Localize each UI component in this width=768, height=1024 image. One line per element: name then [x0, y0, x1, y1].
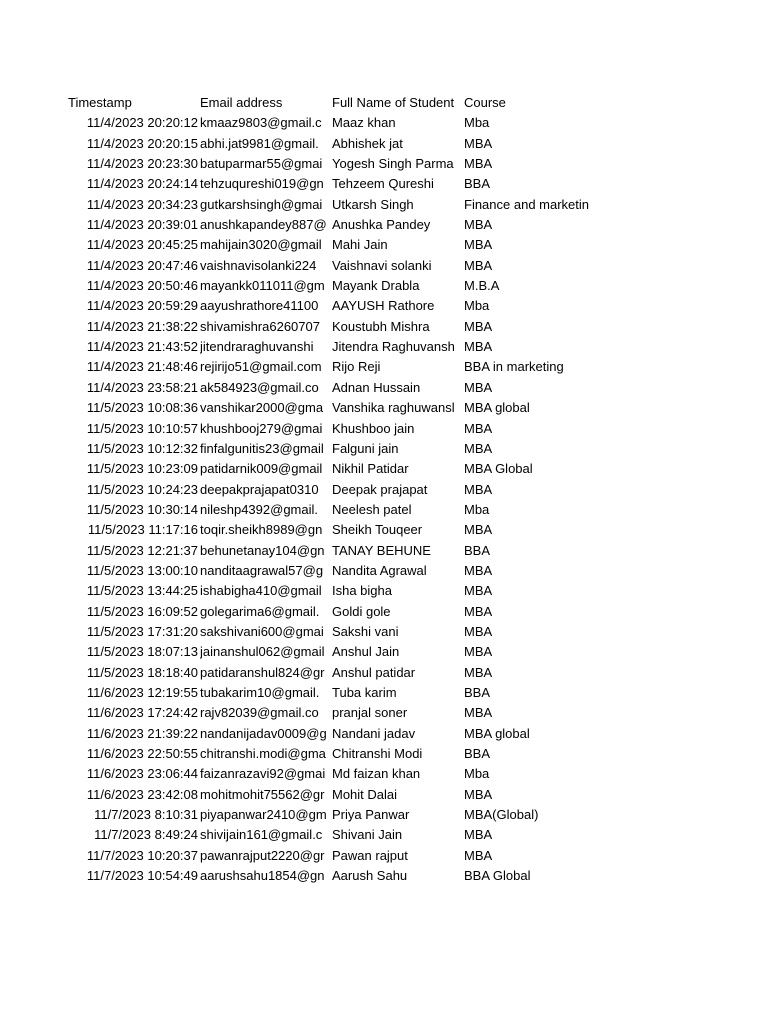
cell-timestamp: 11/4/2023 20:24:14	[86, 176, 198, 192]
cell-course: BBA in marketing	[464, 359, 564, 375]
cell-email: tehzuqureshi019@gn	[200, 176, 324, 192]
header-email: Email address	[200, 95, 283, 110]
cell-timestamp: 11/5/2023 18:18:40	[86, 664, 198, 680]
header-row	[68, 93, 608, 113]
cell-email: mohitmohit75562@gr	[200, 786, 325, 802]
cell-full-name: Mayank Drabla	[332, 278, 420, 294]
cell-full-name: Abhishek jat	[332, 135, 403, 151]
cell-full-name: Anshul patidar	[332, 664, 416, 680]
cell-course: MBA global	[464, 400, 530, 416]
cell-full-name: Anushka Pandey	[332, 217, 431, 233]
table-row	[68, 317, 608, 337]
cell-timestamp: 11/6/2023 12:19:55	[86, 684, 198, 700]
cell-timestamp: 11/4/2023 23:58:21	[86, 379, 198, 395]
cell-email: patidaranshul824@gr	[200, 664, 325, 680]
cell-course: MBA	[464, 481, 493, 497]
cell-timestamp: 11/4/2023 20:59:29	[86, 298, 198, 314]
cell-full-name: TANAY BEHUNE	[332, 542, 431, 558]
table-row	[68, 622, 608, 642]
cell-full-name: Md faizan khan	[332, 766, 421, 782]
table-row	[68, 337, 608, 357]
cell-email: pawanrajput2220@gr	[200, 847, 325, 863]
cell-email: tubakarim10@gmail.	[200, 684, 320, 700]
table-row	[68, 866, 608, 886]
cell-full-name: Rijo Reji	[332, 359, 381, 375]
cell-full-name: Shivani Jain	[332, 827, 403, 843]
cell-email: nileshp4392@gmail.	[200, 501, 318, 517]
cell-email: shivamishra6260707	[200, 318, 320, 334]
cell-timestamp: 11/5/2023 18:07:13	[86, 644, 198, 660]
table-row	[68, 744, 608, 764]
cell-course: MBA	[464, 786, 493, 802]
cell-timestamp: 11/5/2023 10:30:14	[86, 501, 198, 517]
cell-email: patidarnik009@gmail	[200, 461, 323, 477]
cell-course: MBA global	[464, 725, 530, 741]
cell-email: shivijain161@gmail.c	[200, 827, 323, 843]
cell-full-name: Nandani jadav	[332, 725, 416, 741]
cell-email: aayushrathore41100	[200, 298, 319, 314]
cell-email: finfalgunitis23@gmail	[200, 440, 324, 456]
cell-full-name: Maaz khan	[332, 115, 396, 131]
cell-timestamp: 11/4/2023 20:45:25	[86, 237, 198, 253]
cell-timestamp: 11/5/2023 11:17:16	[87, 522, 198, 538]
cell-timestamp: 11/5/2023 10:10:57	[86, 420, 198, 436]
table-row	[68, 663, 608, 683]
cell-email: mahijain3020@gmail	[200, 237, 322, 253]
table-row	[68, 846, 608, 866]
cell-timestamp: 11/4/2023 21:43:52	[86, 339, 198, 355]
cell-full-name: Isha bigha	[332, 583, 392, 599]
cell-course: MBA	[464, 237, 493, 253]
table-row	[68, 276, 608, 296]
table-row	[68, 805, 608, 825]
cell-full-name: Nandita Agrawal	[332, 562, 427, 578]
cell-timestamp: 11/4/2023 20:39:01	[86, 217, 198, 233]
cell-timestamp: 11/5/2023 13:44:25	[86, 583, 198, 599]
table-row	[68, 500, 608, 520]
cell-email: vanshikar2000@gma	[200, 400, 324, 416]
table-row	[68, 581, 608, 601]
cell-course: MBA	[464, 603, 493, 619]
table-row	[68, 703, 608, 723]
cell-email: abhi.jat9981@gmail.	[200, 135, 319, 151]
cell-timestamp: 11/4/2023 20:50:46	[86, 278, 198, 294]
cell-course: MBA	[464, 339, 493, 355]
cell-email: faizanrazavi92@gmai	[200, 766, 326, 782]
cell-course: MBA	[464, 440, 493, 456]
cell-full-name: Aarush Sahu	[332, 868, 408, 884]
cell-course: BBA	[464, 542, 491, 558]
table-row	[68, 215, 608, 235]
table-row	[68, 419, 608, 439]
cell-full-name: Tuba karim	[332, 684, 397, 700]
cell-full-name: Sakshi vani	[332, 623, 399, 639]
table-row	[68, 683, 608, 703]
cell-course: MBA	[464, 257, 493, 273]
spreadsheet-table	[68, 93, 608, 886]
cell-course: M.B.A	[464, 278, 500, 294]
cell-full-name: Adnan Hussain	[332, 379, 421, 395]
cell-email: nanditaagrawal57@g	[200, 562, 324, 578]
cell-course: MBA	[464, 156, 493, 172]
cell-email: toqir.sheikh8989@gn	[200, 522, 323, 538]
cell-email: ak584923@gmail.co	[200, 379, 319, 395]
table-row	[68, 154, 608, 174]
cell-full-name: Koustubh Mishra	[332, 318, 430, 334]
cell-timestamp: 11/4/2023 21:48:46	[86, 359, 198, 375]
cell-full-name: Vanshika raghuwansl	[332, 400, 455, 416]
table-row	[68, 235, 608, 255]
cell-course: MBA	[464, 644, 493, 660]
cell-course: BBA	[464, 746, 491, 761]
header-course: Course	[464, 95, 506, 110]
cell-timestamp: 11/6/2023 22:50:55	[86, 746, 198, 761]
cell-timestamp: 11/6/2023 23:42:08	[86, 786, 198, 802]
cell-email: khushbooj279@gmai	[200, 420, 323, 436]
cell-full-name: Yogesh Singh Parma	[332, 156, 454, 172]
cell-email: sakshivani600@gmai	[200, 623, 324, 639]
cell-full-name: Utkarsh Singh	[332, 196, 414, 212]
cell-course: MBA	[464, 522, 493, 538]
cell-course: MBA	[464, 705, 493, 721]
cell-email: jainanshul062@gmail	[200, 644, 325, 660]
table-row	[68, 785, 608, 805]
table-row	[68, 480, 608, 500]
cell-timestamp: 11/4/2023 20:20:12	[86, 115, 198, 131]
cell-timestamp: 11/4/2023 21:38:22	[86, 318, 198, 334]
cell-course: MBA	[464, 847, 493, 863]
cell-full-name: Nikhil Patidar	[332, 461, 409, 477]
table-body	[68, 113, 608, 886]
cell-course: MBA	[464, 217, 493, 233]
cell-course: MBA	[464, 583, 493, 599]
cell-full-name: pranjal soner	[332, 705, 408, 721]
cell-email: golegarima6@gmail.	[200, 603, 320, 619]
table-row	[68, 134, 608, 154]
cell-timestamp: 11/5/2023 16:09:52	[86, 603, 198, 619]
cell-course: MBA(Global)	[464, 807, 539, 823]
cell-full-name: Anshul Jain	[332, 644, 400, 660]
table-row	[68, 174, 608, 194]
cell-email: nandanijadav0009@g	[200, 725, 327, 741]
header-timestamp: Timestamp	[68, 95, 132, 110]
cell-email: rajv82039@gmail.co	[200, 705, 319, 721]
cell-timestamp: 11/6/2023 17:24:42	[86, 705, 198, 721]
table-row	[68, 825, 608, 845]
cell-course: MBA	[464, 562, 493, 578]
table-row	[68, 764, 608, 784]
cell-full-name: Neelesh patel	[332, 501, 412, 517]
cell-timestamp: 11/6/2023 23:06:44	[86, 766, 198, 782]
cell-course: Mba	[464, 766, 490, 782]
cell-course: MBA	[464, 135, 493, 151]
header-full-name: Full Name of Student	[332, 95, 455, 110]
cell-timestamp: 11/7/2023 8:10:31	[94, 807, 198, 823]
cell-timestamp: 11/7/2023 10:20:37	[86, 847, 198, 863]
cell-email: piyapanwar2410@gm	[200, 807, 327, 823]
cell-full-name: Falguni jain	[332, 440, 399, 456]
table-row	[68, 195, 608, 215]
cell-course: MBA	[464, 318, 493, 334]
cell-timestamp: 11/5/2023 17:31:20	[86, 623, 198, 639]
cell-course: BBA	[464, 684, 491, 700]
table-row	[68, 439, 608, 459]
cell-course: BBA Global	[464, 868, 531, 884]
table-row	[68, 459, 608, 479]
cell-course: MBA Global	[464, 461, 533, 477]
cell-email: vaishnavisolanki224	[200, 257, 317, 273]
table-row	[68, 398, 608, 418]
cell-email: mayankk011011@gm	[200, 278, 325, 294]
cell-full-name: Sheikh Touqeer	[332, 522, 423, 538]
cell-timestamp: 11/4/2023 20:34:23	[86, 196, 198, 212]
cell-full-name: Jitendra Raghuvansh	[332, 339, 455, 355]
cell-full-name: Deepak prajapat	[332, 481, 428, 497]
cell-email: anushkapandey887@	[200, 217, 327, 233]
cell-full-name: Tehzeem Qureshi	[332, 176, 434, 192]
cell-email: aarushsahu1854@gn	[200, 868, 325, 884]
cell-full-name: Priya Panwar	[332, 807, 410, 823]
cell-timestamp: 11/7/2023 8:49:24	[94, 827, 198, 843]
cell-email: batuparmar55@gmai	[200, 156, 323, 172]
table-row	[68, 541, 608, 561]
cell-email: gutkarshsingh@gmai	[200, 196, 323, 212]
cell-timestamp: 11/5/2023 10:23:09	[86, 461, 198, 477]
cell-course: MBA	[464, 420, 493, 436]
cell-timestamp: 11/7/2023 10:54:49	[86, 868, 198, 884]
cell-full-name: Mohit Dalai	[332, 786, 398, 802]
cell-full-name: Vaishnavi solanki	[332, 257, 432, 273]
table-row	[68, 357, 608, 377]
cell-course: Finance and marketin	[464, 196, 590, 212]
cell-course: Mba	[464, 298, 490, 314]
cell-timestamp: 11/4/2023 20:23:30	[86, 156, 198, 172]
cell-course: MBA	[464, 664, 493, 680]
cell-timestamp: 11/4/2023 20:20:15	[86, 135, 198, 151]
cell-full-name: Mahi Jain	[332, 237, 388, 253]
cell-course: Mba	[464, 501, 490, 517]
table-row	[68, 642, 608, 662]
cell-full-name: Goldi gole	[332, 603, 391, 619]
cell-full-name: AAYUSH Rathore	[332, 298, 435, 314]
table-row	[68, 256, 608, 276]
table-row	[68, 561, 608, 581]
table-row	[68, 520, 608, 540]
cell-course: MBA	[464, 379, 493, 395]
cell-email: chitranshi.modi@gma	[200, 746, 326, 761]
cell-full-name: Pawan rajput	[332, 847, 408, 863]
cell-email: ishabigha410@gmail	[200, 583, 322, 599]
cell-course: MBA	[464, 623, 493, 639]
cell-course: MBA	[464, 827, 493, 843]
table-row	[68, 724, 608, 744]
cell-email: jitendraraghuvanshi	[200, 339, 314, 355]
cell-email: kmaaz9803@gmail.c	[200, 115, 322, 131]
cell-course: BBA	[464, 176, 491, 192]
cell-timestamp: 11/5/2023 13:00:10	[86, 562, 198, 578]
table-row	[68, 602, 608, 622]
cell-timestamp: 11/6/2023 21:39:22	[86, 725, 198, 741]
cell-email: behunetanay104@gn	[200, 542, 325, 558]
cell-timestamp: 11/5/2023 10:24:23	[86, 481, 198, 497]
table-row	[68, 378, 608, 398]
cell-full-name: Khushboo jain	[332, 420, 415, 436]
table-row	[68, 113, 608, 133]
cell-timestamp: 11/5/2023 10:12:32	[86, 440, 198, 456]
cell-email: deepakprajapat0310	[200, 481, 319, 497]
cell-timestamp: 11/4/2023 20:47:46	[86, 257, 198, 273]
cell-timestamp: 11/5/2023 10:08:36	[86, 400, 198, 416]
cell-course: Mba	[464, 115, 490, 131]
cell-timestamp: 11/5/2023 12:21:37	[86, 542, 198, 558]
cell-email: rejirijo51@gmail.com	[200, 359, 322, 375]
table-row	[68, 296, 608, 316]
cell-full-name: Chitranshi Modi	[332, 746, 423, 761]
